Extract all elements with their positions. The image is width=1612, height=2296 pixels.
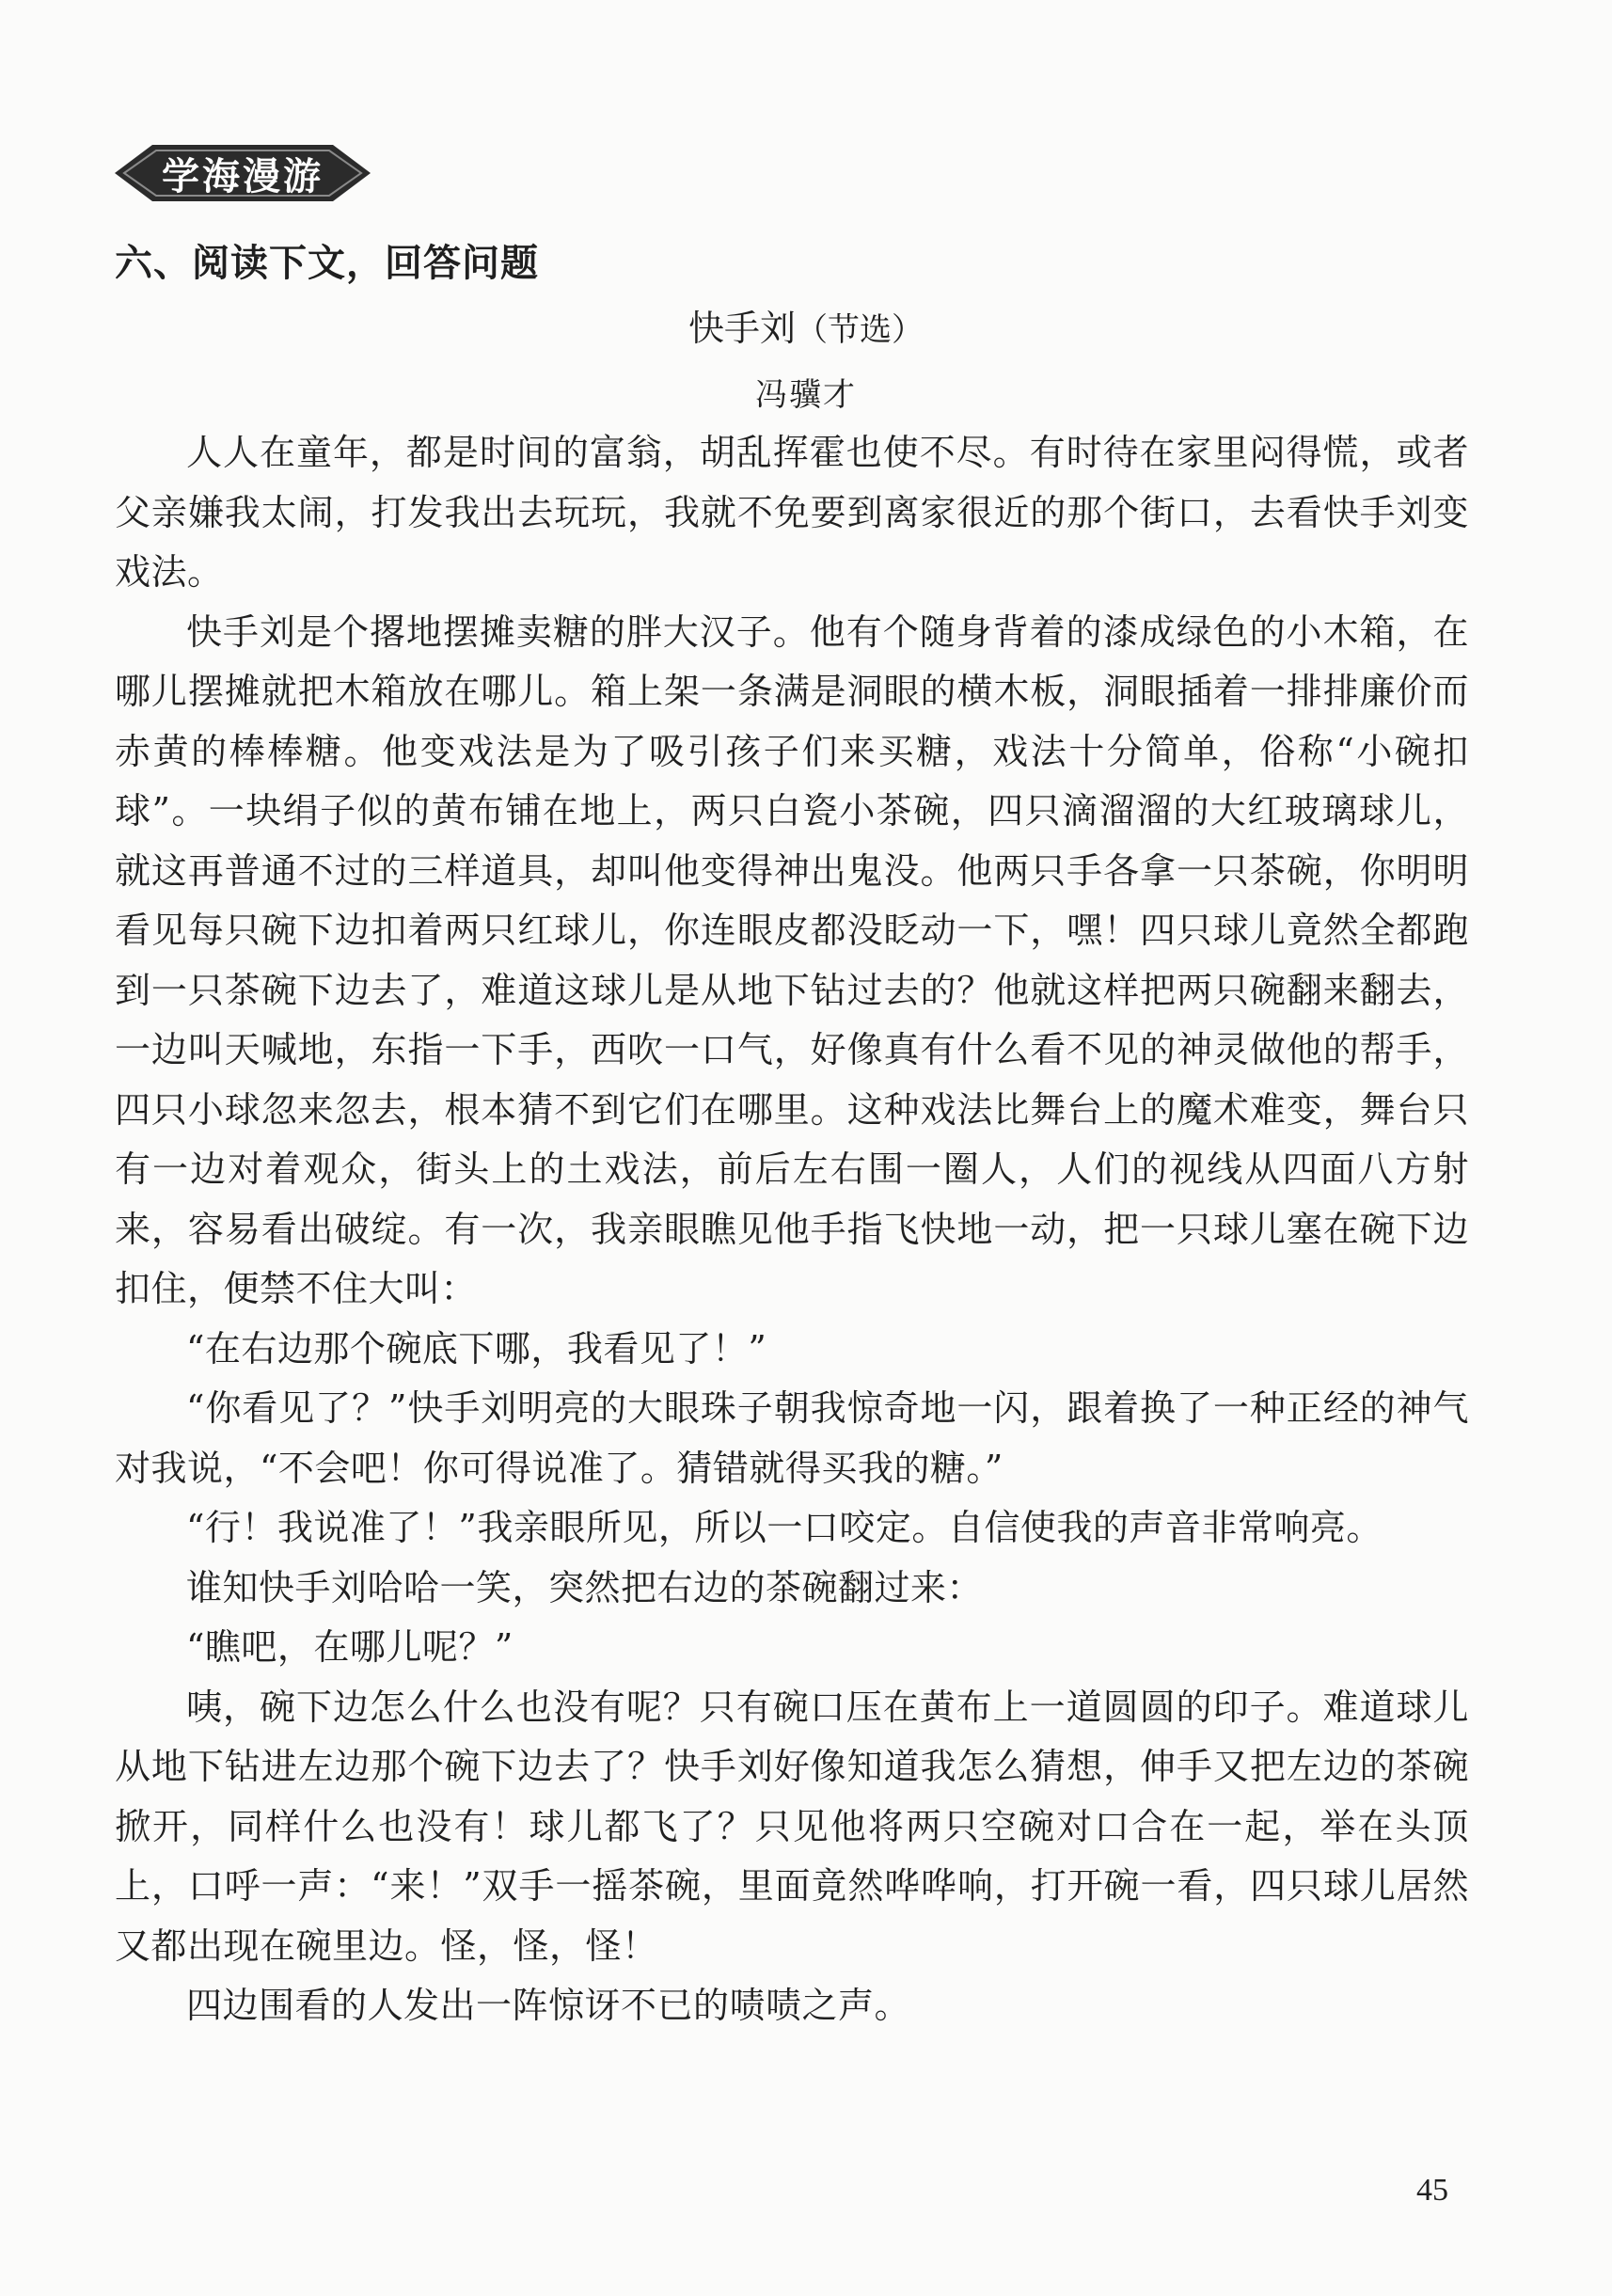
article-title [0, 299, 1612, 351]
banner-label: 学海漫游 [162, 154, 324, 198]
paragraph: “瞧吧，在哪儿呢？” [186, 1626, 514, 1668]
paragraph: 谁知快手刘哈哈一笑，突然把右边的茶碗翻过来： [186, 1566, 984, 1608]
article-author: 冯骥才 [755, 376, 857, 414]
paragraph: 咦，碗下边怎么什么也没有呢？只有碗口压在黄布上一道圆圆的印子。难道球儿从地下钻进左边那个碗下边去了？快手刘好像知道我怎么猜想，伸手又把左边的茶碗掀开，同样什么也没有！球儿都飞了？只见他将两只空碗对口合在一起，举在头顶上，口呼一声：“来！”双手一摇茶碗，里面竟然哗哗响，打开碗一看，四只球儿居然又都出现在碗里边。怪，怪，怪！ [115, 1686, 1469, 1967]
article-body [115, 423, 1469, 2036]
article-title-note: （节选） [796, 311, 924, 349]
paragraph: 快手刘是个撂地摆摊卖糖的胖大汉子。他有个随身背着的漆成绿色的小木箱，在哪儿摆摊就把木箱放在哪儿。箱上架一条满是洞眼的横木板，洞眼插着一排排廉价而赤黄的棒棒糖。他变戏法是为了吸引孩子们来买糖，戏法十分简单，俗称“小碗扣球”。一块绢子似的黄布铺在地上，两只白瓷小茶碗，四只滴溜溜的大红玻璃球儿，就这再普通不过的三样道具，却叫他变得神出鬼没。他两只手各拿一只茶碗，你明明看见每只碗下边扣着两只红球儿，你连眼皮都没眨动一下，嘿！四只球儿竟然全都跑到一只茶碗下边去了，难道这球儿是从地下钻过去的？他就这样把两只碗翻来翻去，一边叫天喊地，东指一下手，西吹一口气，好像真有什么看不见的神灵做他的帮手，四只小球忽来忽去，根本猜不到它们在哪里。这种戏法比舞台上的魔术难变，舞台只有一边对着观众，街头上的土戏法，前后左右围一圈人，人们的视线从四面八方射来，容易看出破绽。有一次，我亲眼瞧见他手指飞快地一动，把一只球儿塞在碗下边扣住，便禁不住大叫： [115, 610, 1469, 1309]
page-number: 45 [1416, 2173, 1448, 2208]
paragraph: “行！我说准了！”我亲眼所见，所以一口咬定。自信使我的声音非常响亮。 [186, 1507, 1383, 1548]
section-banner [115, 141, 371, 205]
article-title-text: 快手刘 [687, 308, 796, 349]
paragraph: “在右边那个碗底下哪，我看见了！” [186, 1327, 767, 1370]
paragraph: 人人在童年，都是时间的富翁，胡乱挥霍也使不尽。有时待在家里闷得慌，或者父亲嫌我太闹，打发我出去玩玩，我就不免要到离家很近的那个街口，去看快手刘变戏法。 [115, 432, 1469, 593]
section-heading: 六、阅读下文，回答问题 [115, 242, 539, 285]
paragraph: 四边围看的人发出一阵惊讶不已的啧啧之声。 [186, 1985, 911, 2026]
paragraph: “你看见了？”快手刘明亮的大眼珠子朝我惊奇地一闪，跟着换了一种正经的神气对我说，“不会吧！你可得说准了。猜错就得买我的糖。” [115, 1387, 1469, 1489]
